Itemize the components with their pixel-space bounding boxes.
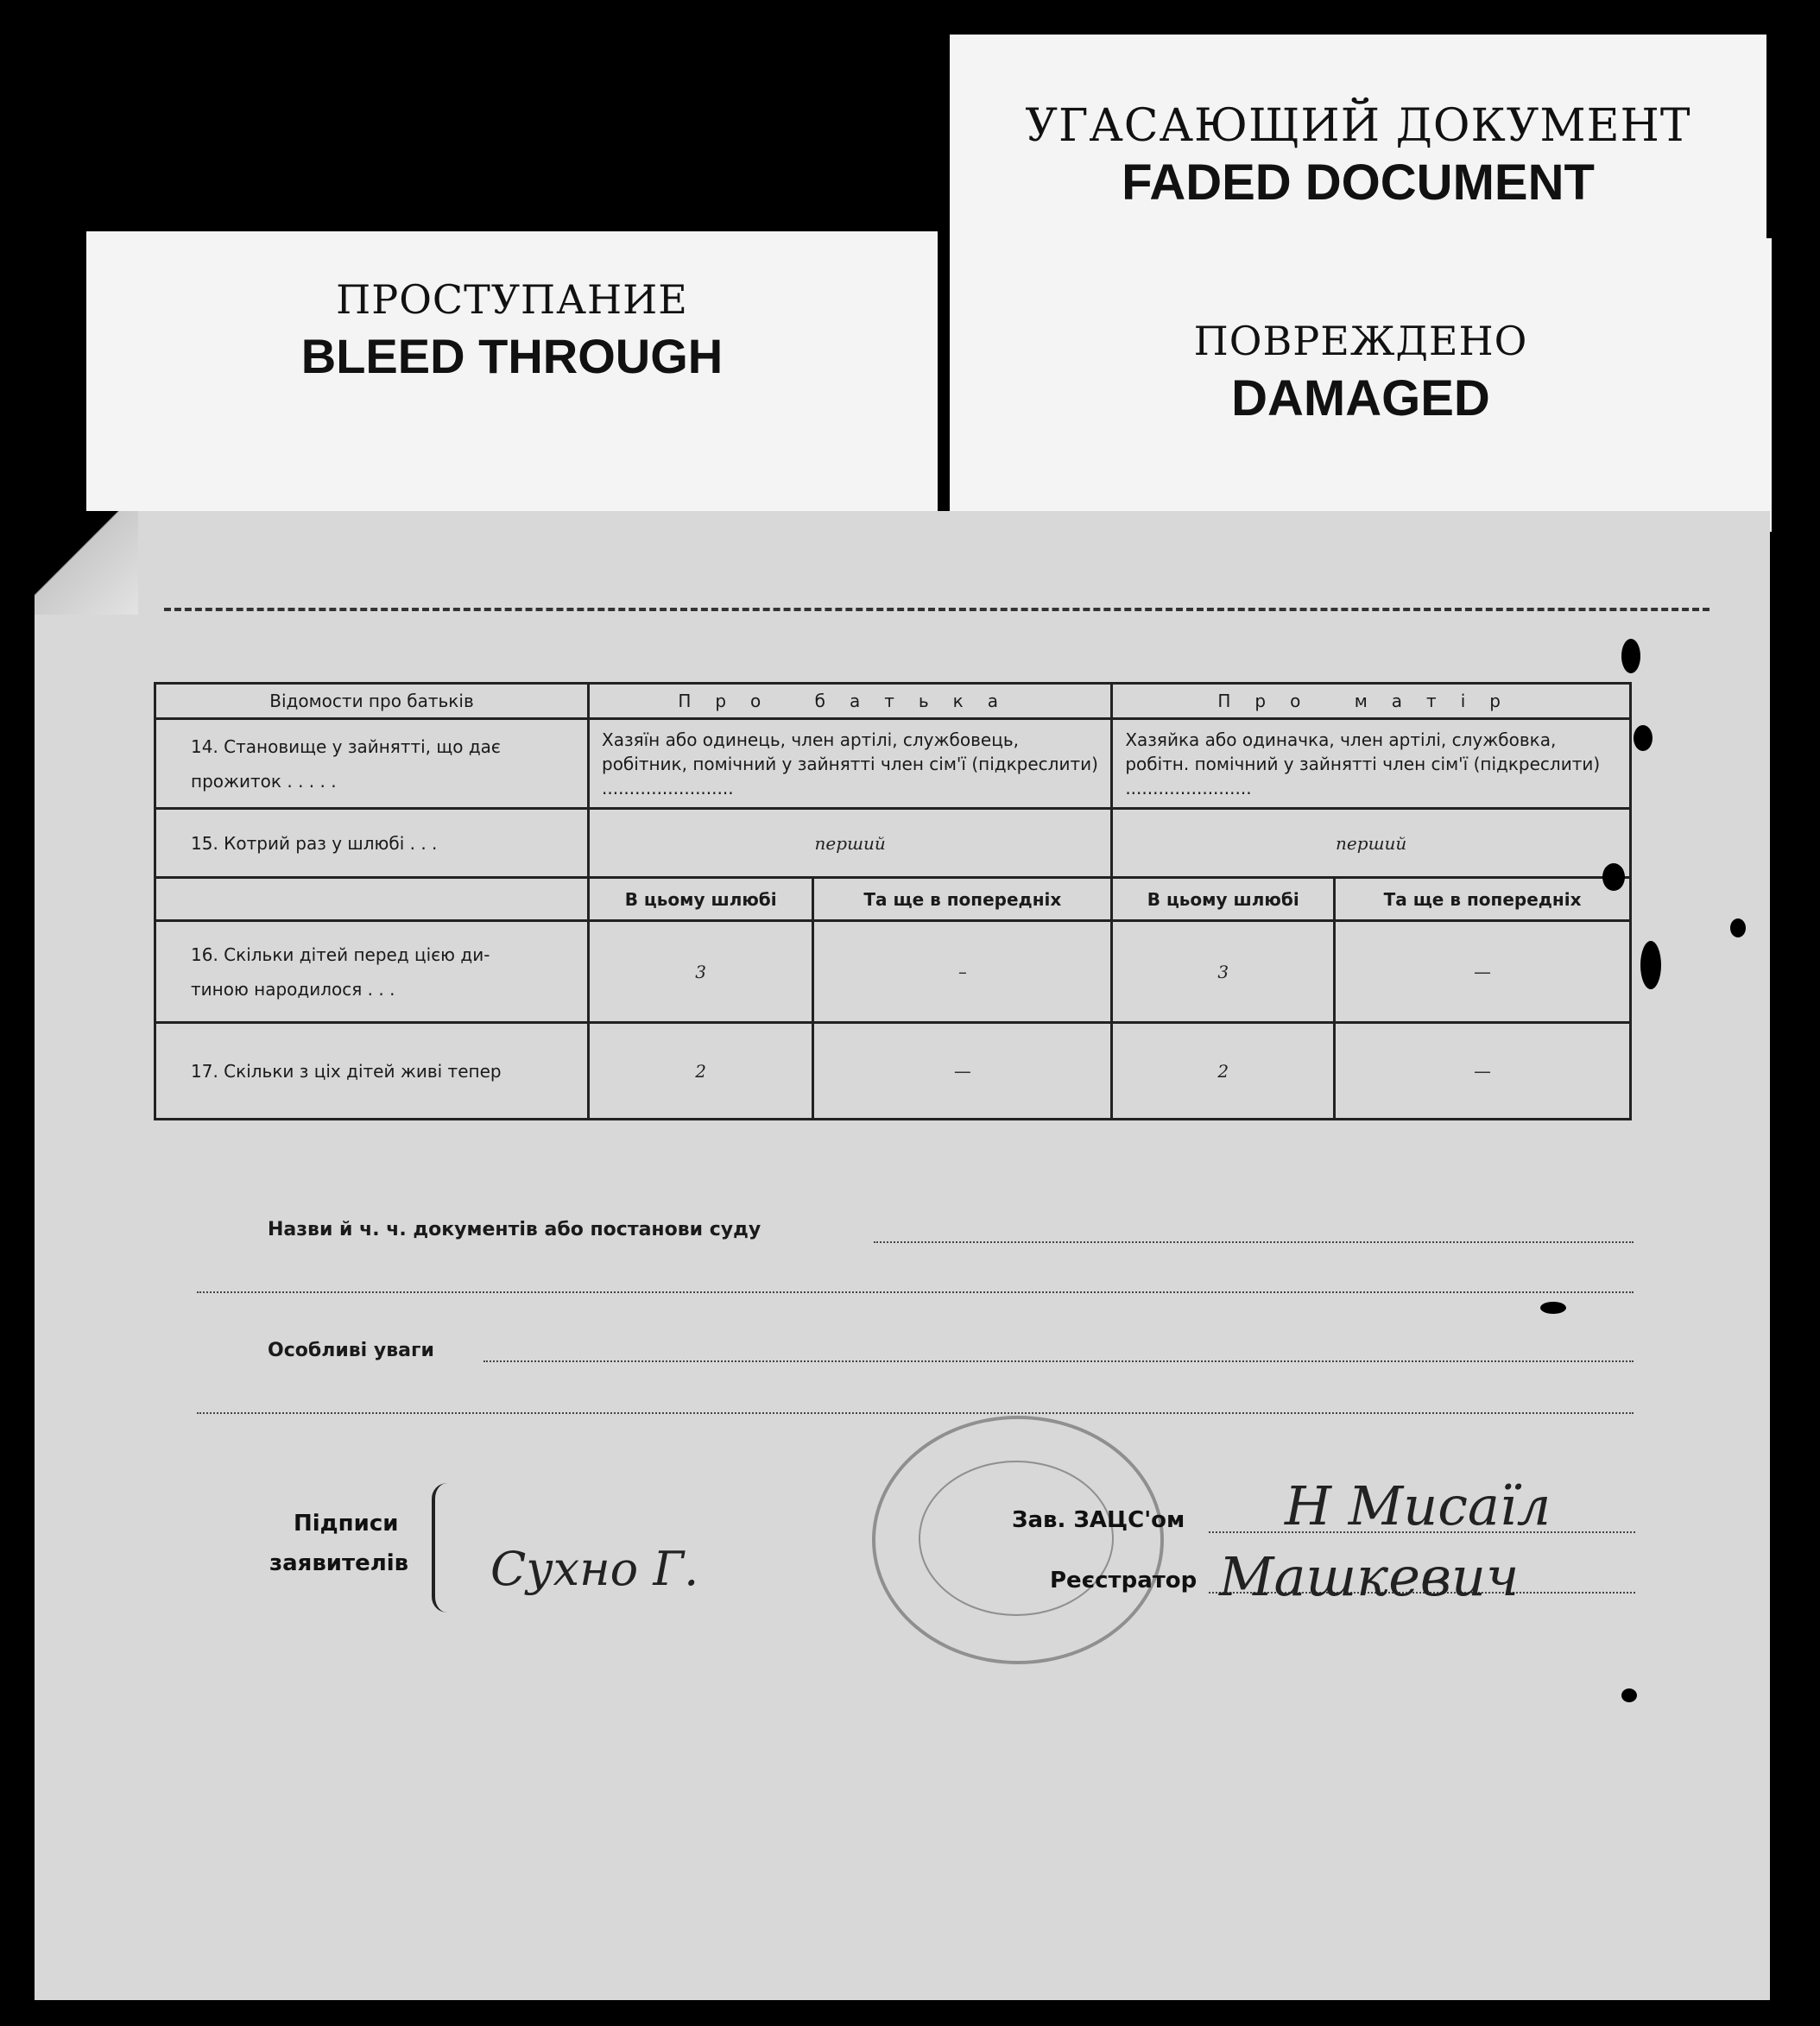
parents-info-table bbox=[154, 682, 1632, 1120]
damaged-label-en: DAMAGED bbox=[1231, 370, 1490, 426]
row16-label-line2: тиною народилося . . . bbox=[191, 978, 395, 1000]
row17-mother-prev: — bbox=[1335, 1023, 1631, 1120]
table-header-row bbox=[155, 684, 1631, 719]
bleed-label-en: BLEED THROUGH bbox=[300, 329, 724, 383]
row14-label-line1: 14. Становище у зайнятті, що дає bbox=[191, 735, 501, 757]
applicants-label-2: заявителів bbox=[269, 1550, 409, 1576]
damage-hole-1 bbox=[1621, 639, 1640, 673]
row14-label-line2: прожиток . . . . . bbox=[191, 770, 337, 792]
damaged-label bbox=[950, 238, 1772, 532]
subheader-mother-prev: Та ще в попередніх bbox=[1335, 878, 1631, 921]
table-row-16 bbox=[155, 921, 1631, 1023]
damage-hole-2 bbox=[1634, 725, 1653, 751]
faded-label-en: FADED DOCUMENT bbox=[1122, 155, 1595, 211]
row16-father-in: 3 bbox=[589, 921, 813, 1023]
subheader-father-in: В цьому шлюбі bbox=[589, 878, 813, 921]
row15-father-value: перший bbox=[589, 809, 1112, 878]
notes-line-1 bbox=[483, 1360, 1634, 1362]
row17-mother-in: 2 bbox=[1112, 1023, 1335, 1120]
applicants-label-1: Підписи bbox=[294, 1511, 399, 1537]
header-father: Про батька bbox=[589, 684, 1112, 719]
documents-line-2 bbox=[197, 1291, 1634, 1293]
documents-field-label: Назви й ч. ч. документів або постанови суду bbox=[268, 1219, 761, 1240]
row16-mother-prev: — bbox=[1335, 921, 1631, 1023]
damaged-label-ru: ПОВРЕЖДЕНО bbox=[1193, 318, 1528, 364]
row14-father: Хазяїн або одинець, член артілі, службовець, робітник, помічний у зайнятті член сім'ї (підкреслити) ........................ bbox=[589, 719, 1112, 809]
official-stamp bbox=[872, 1416, 1164, 1664]
damage-hole-6 bbox=[1621, 1688, 1637, 1702]
damage-hole-7 bbox=[1730, 918, 1746, 937]
perforation-line bbox=[164, 608, 1709, 611]
table-row-15 bbox=[155, 809, 1631, 878]
bleed-label-ru: ПРОСТУПАНИЕ bbox=[336, 276, 688, 323]
row14-mother: Хазяйка або одиначка, член артілі, службовка, робітн. помічний у зайнятті член сім'ї (підкреслити) ....................... bbox=[1112, 719, 1631, 809]
row17-label: 17. Скільки з ціх дітей живі тепер bbox=[155, 1023, 589, 1120]
row17-father-prev: — bbox=[813, 1023, 1112, 1120]
notes-line-2 bbox=[197, 1412, 1634, 1414]
subheader-father-prev: Та ще в попередніх bbox=[813, 878, 1112, 921]
row15-label: 15. Котрий раз у шлюбі . . . bbox=[155, 809, 589, 878]
row17-father-in: 2 bbox=[589, 1023, 813, 1120]
bleed-through-label bbox=[86, 231, 938, 513]
folded-corner bbox=[35, 511, 138, 615]
damage-hole-3 bbox=[1602, 863, 1625, 891]
table-row-17 bbox=[155, 1023, 1631, 1120]
header-mother: Про матір bbox=[1112, 684, 1631, 719]
registrar-label: Реєстратор bbox=[1050, 1568, 1198, 1594]
subheader-empty bbox=[155, 878, 589, 921]
row16-label bbox=[155, 921, 589, 1023]
applicants-brace bbox=[432, 1483, 451, 1613]
damage-hole-4 bbox=[1640, 941, 1661, 989]
head-signature: Н Мисаїл bbox=[1285, 1474, 1551, 1537]
applicant-signature: Сухно Г. bbox=[490, 1542, 699, 1596]
damage-hole-5 bbox=[1540, 1302, 1566, 1314]
subheader-mother-in: В цьому шлюбі bbox=[1112, 878, 1335, 921]
documents-line-1 bbox=[874, 1241, 1634, 1243]
row14-label bbox=[155, 719, 589, 809]
head-label: Зав. ЗАЦС'ом bbox=[1012, 1507, 1185, 1533]
registrar-signature: Машкевич bbox=[1219, 1545, 1520, 1608]
table-subheader-row bbox=[155, 878, 1631, 921]
faded-document-label bbox=[950, 35, 1766, 250]
table-row-14 bbox=[155, 719, 1631, 809]
row16-label-line1: 16. Скільки дітей перед цією ди- bbox=[191, 944, 490, 965]
row16-mother-in: 3 bbox=[1112, 921, 1335, 1023]
notes-field-label: Особливі уваги bbox=[268, 1340, 434, 1361]
row16-father-prev: – bbox=[813, 921, 1112, 1023]
faded-label-ru: УГАСАЮЩИЙ ДОКУМЕНТ bbox=[1025, 100, 1691, 152]
header-info: Відомости про батьків bbox=[155, 684, 589, 719]
row15-mother-value: перший bbox=[1112, 809, 1631, 878]
